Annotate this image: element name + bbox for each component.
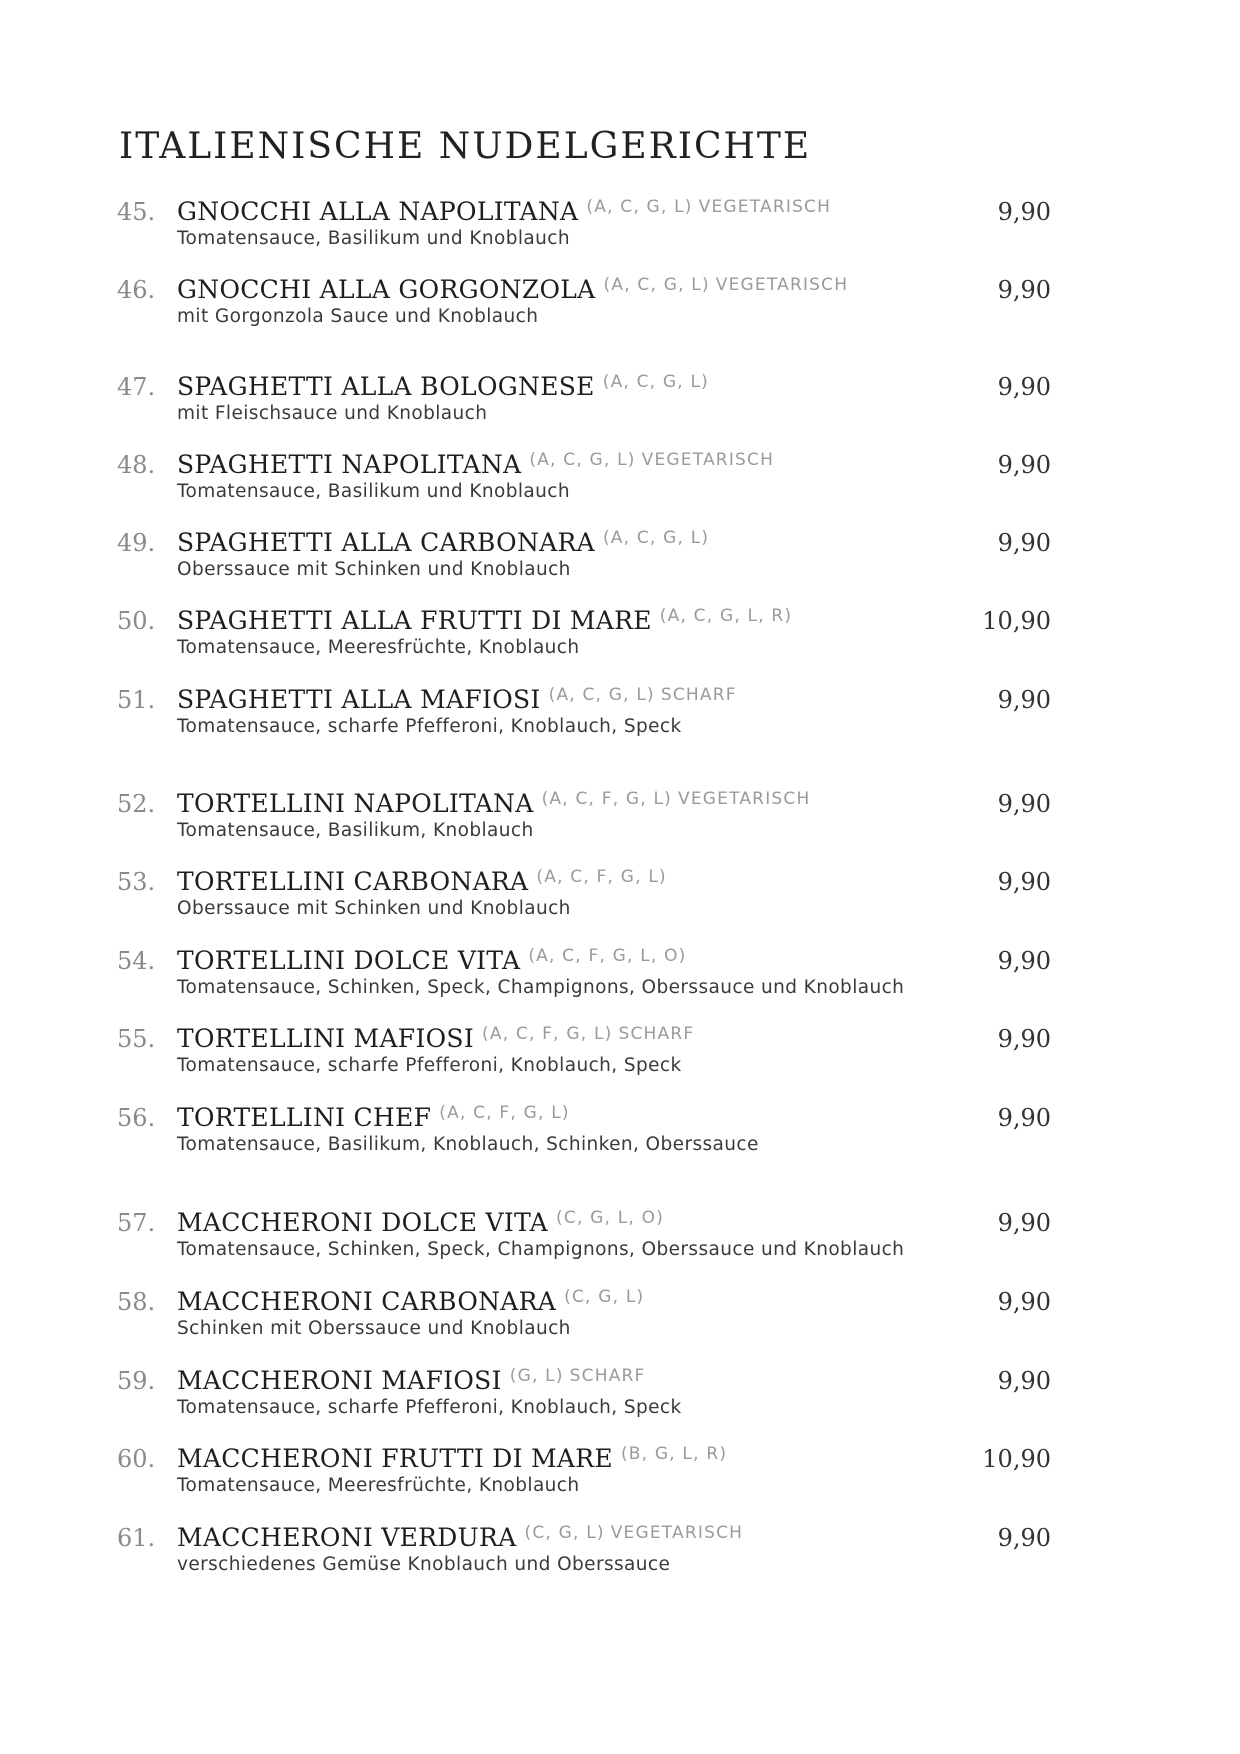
item-price: 9,90	[997, 1025, 1051, 1053]
item-allergens: (A, C, F, G, L, O)	[528, 946, 687, 966]
item-description: Schinken mit Oberssauce und Knoblauch	[177, 1318, 571, 1339]
item-allergens: (A, C, F, G, L)	[536, 867, 667, 887]
menu-item	[0, 1523, 1240, 1583]
item-allergens: (C, G, L)	[564, 1287, 645, 1307]
menu-item	[0, 275, 1240, 335]
item-description: Tomatensauce, Schinken, Speck, Champignons, Oberssauce und Knoblauch	[177, 1239, 905, 1260]
item-number: 47.	[117, 373, 156, 401]
item-description: Tomatensauce, scharfe Pfefferoni, Knoblauch, Speck	[177, 716, 682, 737]
item-name-line	[177, 685, 737, 719]
item-allergens: (A, C, G, L)	[602, 372, 709, 392]
menu-item	[0, 197, 1240, 257]
item-price: 9,90	[997, 373, 1051, 401]
item-name: MACCHERONI FRUTTI DI MARE	[177, 1444, 613, 1473]
item-tag: VEGETARISCH	[610, 1523, 744, 1543]
item-name-line	[177, 1103, 576, 1137]
item-name-line	[177, 1523, 743, 1557]
item-tag: VEGETARISCH	[715, 275, 849, 295]
item-price: 10,90	[982, 1445, 1051, 1473]
item-price: 9,90	[997, 686, 1051, 714]
item-name: TORTELLINI NAPOLITANA	[177, 789, 534, 818]
item-number: 58.	[117, 1288, 156, 1316]
item-price: 9,90	[997, 1367, 1051, 1395]
item-allergens: (B, G, L, R)	[620, 1444, 728, 1464]
item-price: 9,90	[997, 529, 1051, 557]
item-number: 60.	[117, 1445, 156, 1473]
menu-item	[0, 1444, 1240, 1504]
item-price: 10,90	[982, 607, 1051, 635]
item-number: 57.	[117, 1209, 156, 1237]
item-name-line	[177, 1287, 650, 1321]
item-number: 61.	[117, 1524, 156, 1552]
item-name-line	[177, 450, 774, 484]
item-tag: VEGETARISCH	[698, 197, 832, 217]
item-description: Tomatensauce, Basilikum, Knoblauch, Schinken, Oberssauce	[177, 1134, 759, 1155]
page-title: ITALIENISCHE NUDELGERICHTE	[119, 126, 812, 167]
item-price: 9,90	[997, 790, 1051, 818]
item-description: Tomatensauce, Schinken, Speck, Champignons, Oberssauce und Knoblauch	[177, 977, 905, 998]
item-number: 50.	[117, 607, 156, 635]
item-description: Tomatensauce, scharfe Pfefferoni, Knoblauch, Speck	[177, 1055, 682, 1076]
item-name: TORTELLINI DOLCE VITA	[177, 946, 521, 975]
menu-item	[0, 1103, 1240, 1163]
menu-item	[0, 450, 1240, 510]
item-name: MACCHERONI VERDURA	[177, 1523, 517, 1552]
menu-item	[0, 1287, 1240, 1347]
item-number: 54.	[117, 947, 156, 975]
item-name: SPAGHETTI ALLA BOLOGNESE	[177, 372, 595, 401]
item-allergens: (C, G, L, O)	[556, 1208, 665, 1228]
item-number: 45.	[117, 198, 156, 226]
item-description: Tomatensauce, Basilikum und Knoblauch	[177, 228, 570, 249]
item-price: 9,90	[997, 868, 1051, 896]
item-name: GNOCCHI ALLA NAPOLITANA	[177, 197, 579, 226]
item-name-line	[177, 528, 715, 562]
item-name-line	[177, 197, 831, 231]
item-name-line	[177, 372, 715, 406]
item-price: 9,90	[997, 1288, 1051, 1316]
item-price: 9,90	[997, 1524, 1051, 1552]
item-description: mit Fleischsauce und Knoblauch	[177, 403, 488, 424]
item-price: 9,90	[997, 198, 1051, 226]
item-price: 9,90	[997, 947, 1051, 975]
menu-item	[0, 1208, 1240, 1268]
item-allergens: (A, C, F, G, L)	[439, 1103, 570, 1123]
item-price: 9,90	[997, 276, 1051, 304]
item-name: SPAGHETTI ALLA MAFIOSI	[177, 685, 541, 714]
item-name-line	[177, 606, 798, 640]
item-number: 56.	[117, 1104, 156, 1132]
item-name: SPAGHETTI ALLA CARBONARA	[177, 528, 595, 557]
item-description: verschiedenes Gemüse Knoblauch und Oberssauce	[177, 1554, 671, 1575]
item-allergens: (A, C, G, L, R)	[659, 606, 793, 626]
item-name-line	[177, 867, 673, 901]
item-number: 49.	[117, 529, 156, 557]
menu-item	[0, 867, 1240, 927]
item-number: 48.	[117, 451, 156, 479]
item-name: SPAGHETTI ALLA FRUTTI DI MARE	[177, 606, 652, 635]
menu-item	[0, 789, 1240, 849]
menu-item	[0, 1024, 1240, 1084]
item-name-line	[177, 1208, 670, 1242]
item-description: Tomatensauce, scharfe Pfefferoni, Knoblauch, Speck	[177, 1397, 682, 1418]
item-number: 46.	[117, 276, 156, 304]
item-allergens: (A, C, G, L)	[602, 528, 710, 548]
menu-item	[0, 685, 1240, 745]
item-tag: SCHARF	[569, 1366, 646, 1386]
item-description: Tomatensauce, Meeresfrüchte, Knoblauch	[177, 637, 580, 658]
item-number: 59.	[117, 1367, 156, 1395]
item-allergens: (A, C, G, L)	[548, 685, 655, 705]
item-name-line	[177, 1366, 646, 1400]
item-description: Oberssauce mit Schinken und Knoblauch	[177, 898, 571, 919]
item-price: 9,90	[997, 1104, 1051, 1132]
item-name-line	[177, 1024, 694, 1058]
item-name: MACCHERONI MAFIOSI	[177, 1366, 502, 1395]
item-allergens: (G, L)	[509, 1366, 564, 1386]
item-description: Tomatensauce, Basilikum und Knoblauch	[177, 481, 570, 502]
item-tag: SCHARF	[618, 1024, 695, 1044]
item-description: Oberssauce mit Schinken und Knoblauch	[177, 559, 571, 580]
item-tag: VEGETARISCH	[641, 450, 775, 470]
menu-item	[0, 372, 1240, 432]
item-price: 9,90	[997, 1209, 1051, 1237]
item-number: 52.	[117, 790, 156, 818]
item-number: 55.	[117, 1025, 156, 1053]
item-name-line	[177, 1444, 733, 1478]
item-description: mit Gorgonzola Sauce und Knoblauch	[177, 306, 539, 327]
item-allergens: (A, C, F, G, L)	[541, 789, 672, 809]
item-number: 51.	[117, 686, 156, 714]
item-price: 9,90	[997, 451, 1051, 479]
item-name: SPAGHETTI NAPOLITANA	[177, 450, 522, 479]
item-name: TORTELLINI CHEF	[177, 1103, 432, 1132]
item-name: MACCHERONI DOLCE VITA	[177, 1208, 549, 1237]
item-allergens: (C, G, L)	[524, 1523, 605, 1543]
item-description: Tomatensauce, Basilikum, Knoblauch	[177, 820, 534, 841]
item-description: Tomatensauce, Meeresfrüchte, Knoblauch	[177, 1475, 580, 1496]
item-name-line	[177, 789, 810, 823]
menu-item	[0, 946, 1240, 1006]
item-name-line	[177, 946, 693, 980]
menu-item	[0, 528, 1240, 588]
item-allergens: (A, C, G, L)	[529, 450, 636, 470]
item-name: TORTELLINI CARBONARA	[177, 867, 529, 896]
item-allergens: (A, C, G, L)	[586, 197, 693, 217]
item-tag: VEGETARISCH	[678, 789, 811, 809]
item-allergens: (A, C, F, G, L)	[482, 1024, 613, 1044]
menu-item	[0, 1366, 1240, 1426]
menu-item	[0, 606, 1240, 666]
item-tag: SCHARF	[660, 685, 737, 705]
item-name: TORTELLINI MAFIOSI	[177, 1024, 475, 1053]
item-name: MACCHERONI CARBONARA	[177, 1287, 557, 1316]
item-allergens: (A, C, G, L)	[603, 275, 710, 295]
item-number: 53.	[117, 868, 156, 896]
item-name-line	[177, 275, 848, 309]
item-name: GNOCCHI ALLA GORGONZOLA	[177, 275, 596, 304]
